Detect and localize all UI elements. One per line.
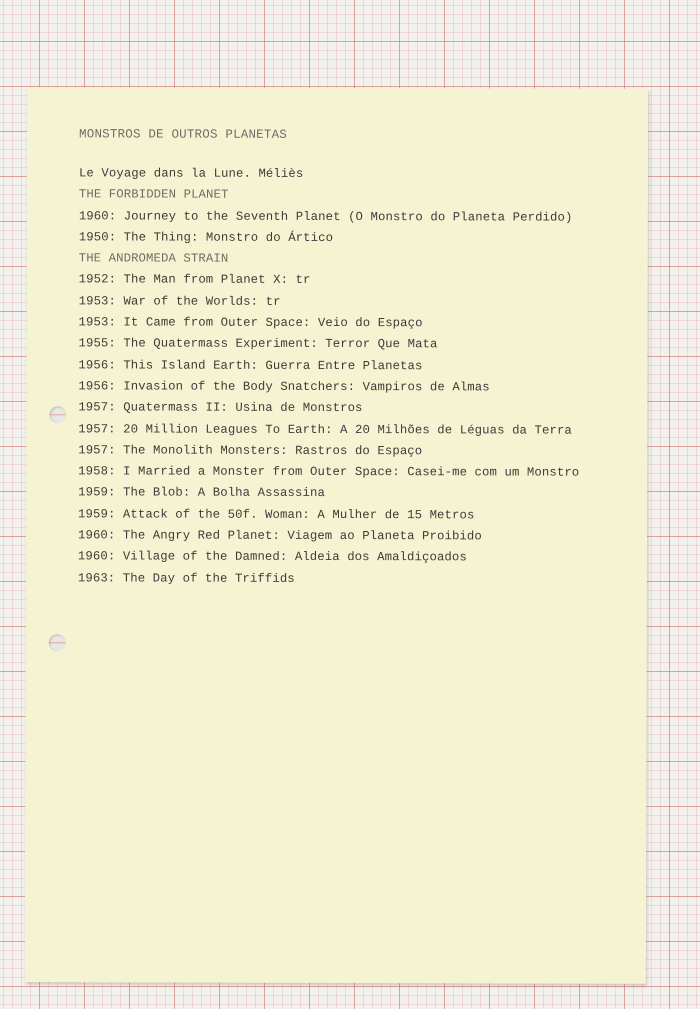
punch-hole — [49, 406, 66, 423]
list-item: 1958: I Married a Monster from Outer Space: Casei-me com um Monstro — [78, 464, 580, 480]
list-item: 1953: War of the Worlds: tr — [78, 294, 281, 309]
list-item: 1956: This Island Earth: Guerra Entre Planetas — [78, 357, 423, 373]
list-item: THE ANDROMEDA STRAIN — [78, 251, 229, 266]
list-item: 1959: The Blob: A Bolha Assassina — [78, 485, 325, 501]
list-item: 1960: The Angry Red Planet: Viagem ao Planeta Proibido — [77, 528, 482, 544]
list-item: Le Voyage dans la Lune. Méliès — [78, 166, 304, 181]
list-item: THE FORBIDDEN PLANET — [78, 187, 229, 203]
typewritten-sheet — [25, 87, 648, 984]
list-item: 1957: Quatermass II: Usina de Monstros — [78, 400, 363, 416]
list-item: 1952: The Man from Planet X: tr — [78, 272, 311, 288]
list-item: 1955: The Quatermass Experiment: Terror Que Mata — [78, 336, 438, 352]
punch-hole — [49, 634, 66, 651]
list-item: 1960: Village of the Damned: Aldeia dos Amaldiçoados — [77, 549, 467, 565]
list-item: 1950: The Thing: Monstro do Ártico — [78, 230, 334, 245]
list-item: 1957: The Monolith Monsters: Rastros do Espaço — [78, 443, 423, 459]
list-item: 1960: Journey to the Seventh Planet (O Monstro do Planeta Perdido) — [78, 208, 573, 225]
list-item: 1963: The Day of the Triffids — [77, 570, 295, 586]
document-title: MONSTROS DE OUTROS PLANETAS — [79, 127, 288, 142]
list-item: 1959: Attack of the 50f. Woman: A Mulher de 15 Metros — [78, 507, 475, 523]
list-item: 1953: It Came from Outer Space: Veio do Espaço — [78, 315, 423, 331]
film-list — [78, 163, 580, 590]
list-item: 1957: 20 Million Leagues To Earth: A 20 Milhões de Léguas da Terra — [78, 421, 572, 438]
list-item: 1956: Invasion of the Body Snatchers: Vampiros de Almas — [78, 379, 490, 395]
